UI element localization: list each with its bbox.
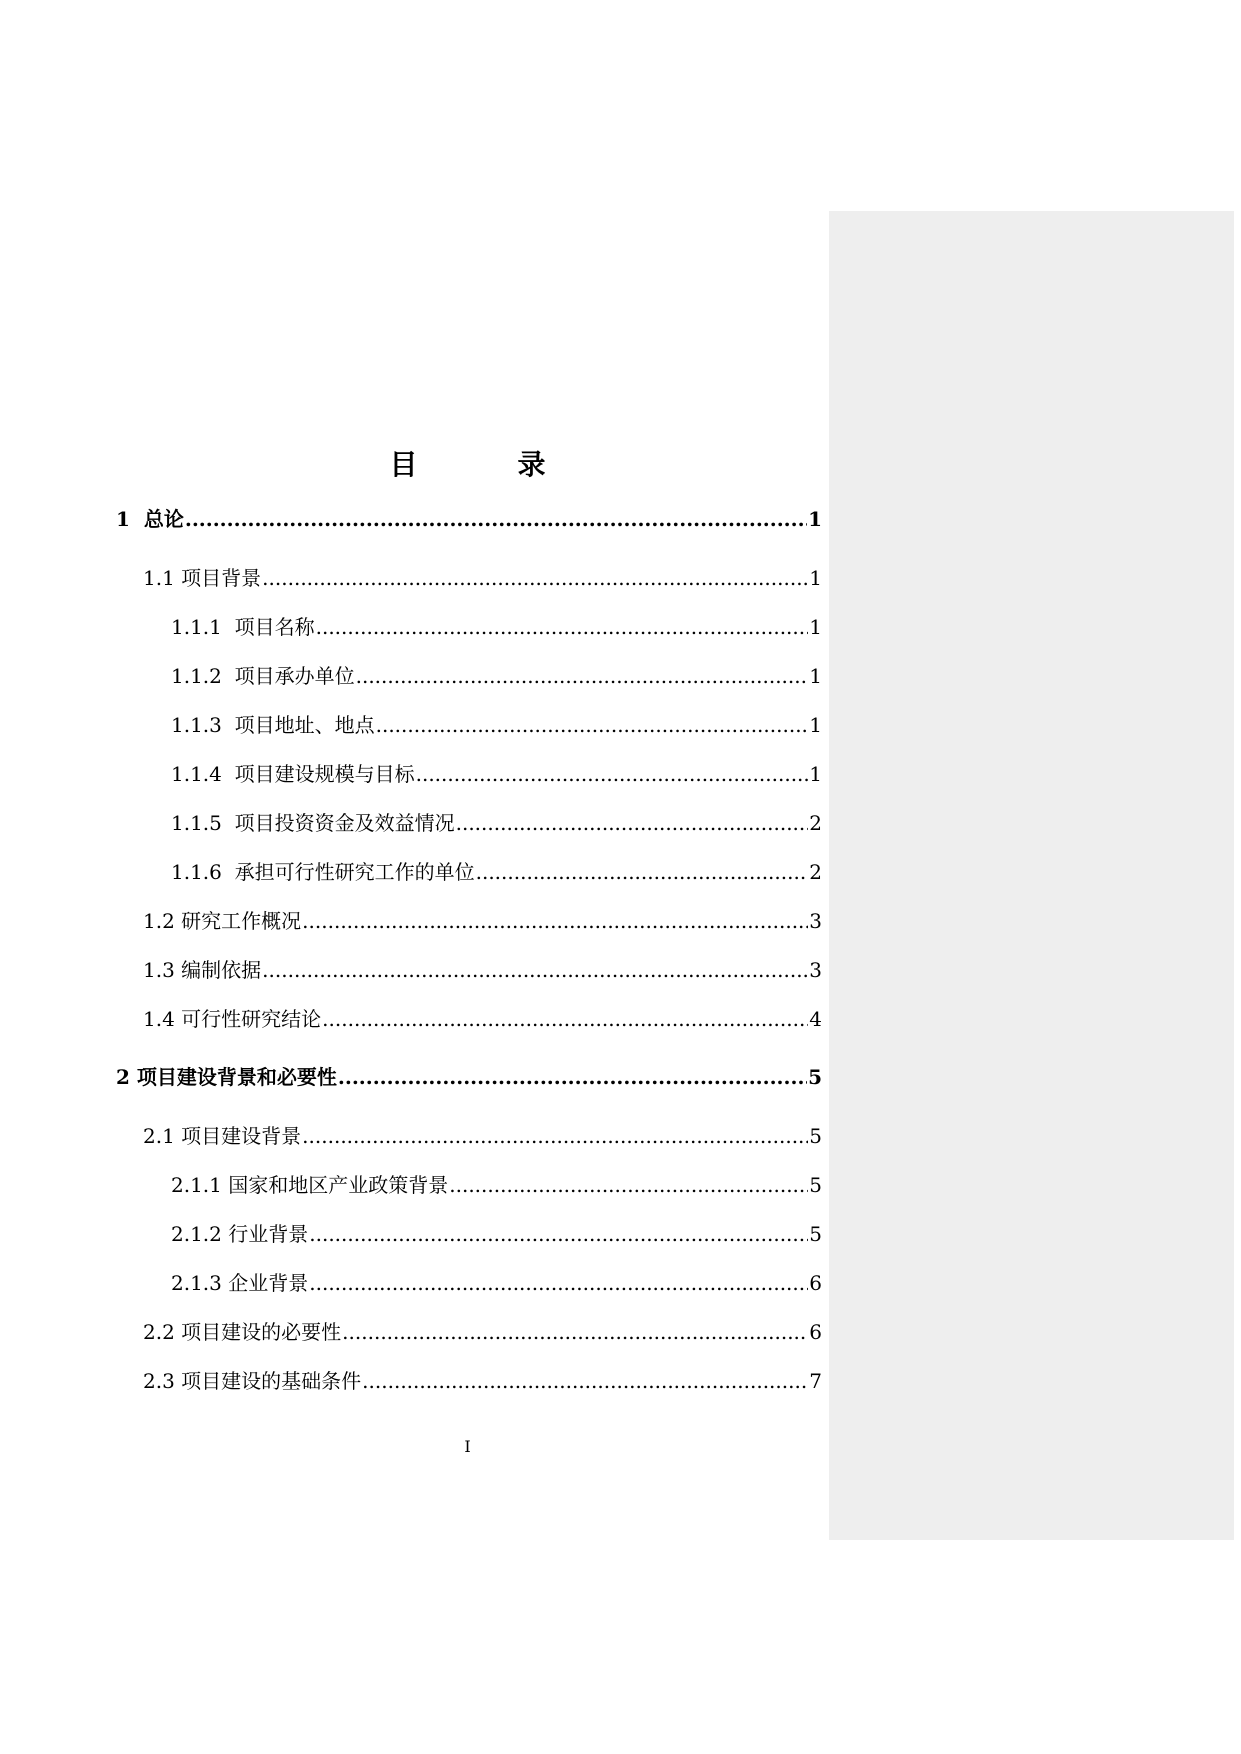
toc-entry-number: 2 [116,1065,130,1089]
toc-entry[interactable] [116,1064,822,1090]
toc-dot-leader [262,565,808,591]
toc-entry-number: 1.1.4 [171,762,222,786]
toc-entry[interactable] [171,810,822,836]
toc-entry-page: 1 [808,507,822,531]
toc-entry-title: 项目地址、地点 [234,713,375,737]
toc-entry-number: 1.1.2 [171,664,222,688]
toc-entry[interactable] [143,1368,822,1394]
toc-dot-leader [302,1123,808,1149]
toc-dot-leader [338,1064,807,1090]
toc-dot-leader [342,1319,808,1345]
toc-entry-page: 4 [809,1007,822,1031]
toc-entry-number: 2.1.2 [171,1222,222,1246]
toc-entry-page: 5 [809,1124,822,1148]
toc-entry[interactable] [143,908,822,934]
toc-dot-leader [262,957,808,983]
toc-entry-page: 2 [809,860,822,884]
toc-entry[interactable] [171,712,822,738]
toc-entry[interactable] [171,761,822,787]
toc-entry-title: 企业背景 [228,1271,309,1295]
toc-dot-leader [476,859,809,885]
toc-entry-title: 项目投资资金及效益情况 [234,811,455,835]
toc-dot-leader [309,1270,808,1296]
toc-entry-title: 项目名称 [234,615,315,639]
toc-entry-number: 2.1.3 [171,1271,222,1295]
toc-entry-page: 6 [809,1271,822,1295]
toc-entry-page: 3 [809,958,822,982]
toc-entry-title: 项目建设背景 [181,1124,302,1148]
toc-dot-leader [456,810,809,836]
toc-entry[interactable] [116,506,822,532]
toc-entry[interactable] [171,663,822,689]
toc-entry-number: 2.1.1 [171,1173,222,1197]
toc-entry-page: 7 [809,1369,822,1393]
toc-entry-title: 项目承办单位 [234,664,355,688]
toc-dot-leader [416,761,809,787]
page-title: 目 录 [389,448,582,481]
toc-entry[interactable] [171,1172,822,1198]
toc-entry-number: 2.2 [143,1320,175,1344]
toc-entry-number: 1.1.5 [171,811,222,835]
toc-entry-number: 2.3 [143,1369,175,1393]
toc-entry[interactable] [143,957,822,983]
toc-entry-number: 2.1 [143,1124,175,1148]
toc-entry-number: 1.1.6 [171,860,222,884]
toc-entry-number: 1.2 [143,909,175,933]
toc-dot-leader [376,712,809,738]
toc-entry-title: 行业背景 [228,1222,309,1246]
toc-entry[interactable] [143,1123,822,1149]
toc-entry-page: 1 [809,713,822,737]
toc-entry-page: 5 [809,1222,822,1246]
toc-entry-title: 国家和地区产业政策背景 [228,1173,449,1197]
toc-dot-leader [362,1368,808,1394]
toc-entry[interactable] [143,1319,822,1345]
toc-entry-number: 1 [116,507,130,531]
toc-entry[interactable] [171,614,822,640]
toc-entry[interactable] [171,859,822,885]
toc-entry-title: 总论 [143,507,184,531]
toc-dot-leader [185,506,807,532]
toc-entry[interactable] [171,1221,822,1247]
toc-entry-title: 承担可行性研究工作的单位 [234,860,475,884]
toc-entry[interactable] [143,1006,822,1032]
toc-entry-page: 5 [808,1065,822,1089]
toc-entry-title: 研究工作概况 [181,909,302,933]
toc-entry-number: 1.1.3 [171,713,222,737]
toc-dot-leader [322,1006,808,1032]
comment-margin-pane [829,211,1234,1540]
toc-entry-title: 编制依据 [181,958,262,982]
toc-entry-page: 1 [809,615,822,639]
toc-entry-title: 项目建设背景和必要性 [136,1065,337,1089]
toc-dot-leader [449,1172,808,1198]
toc-dot-leader [302,908,808,934]
toc-entry-number: 1.4 [143,1007,175,1031]
toc-dot-leader [316,614,809,640]
toc-entry-title: 项目建设规模与目标 [234,762,415,786]
toc-entry-title: 项目建设的基础条件 [181,1369,362,1393]
toc-entry-page: 6 [809,1320,822,1344]
toc-entry-number: 1.1.1 [171,615,222,639]
toc-entry-page: 5 [809,1173,822,1197]
page-number: I [464,1437,471,1456]
toc-entry-page: 3 [809,909,822,933]
toc-entry-title: 项目背景 [181,566,262,590]
toc-entry-title: 可行性研究结论 [181,1007,322,1031]
toc-entry-title: 项目建设的必要性 [181,1320,342,1344]
toc-entry-page: 1 [809,762,822,786]
toc-entry-number: 1.3 [143,958,175,982]
toc-dot-leader [309,1221,808,1247]
toc-entry-page: 1 [809,566,822,590]
toc-entry[interactable] [171,1270,822,1296]
toc-entry-page: 2 [809,811,822,835]
toc-entry-page: 1 [809,664,822,688]
toc-entry[interactable] [143,565,822,591]
toc-entry-number: 1.1 [143,566,175,590]
toc-dot-leader [356,663,809,689]
